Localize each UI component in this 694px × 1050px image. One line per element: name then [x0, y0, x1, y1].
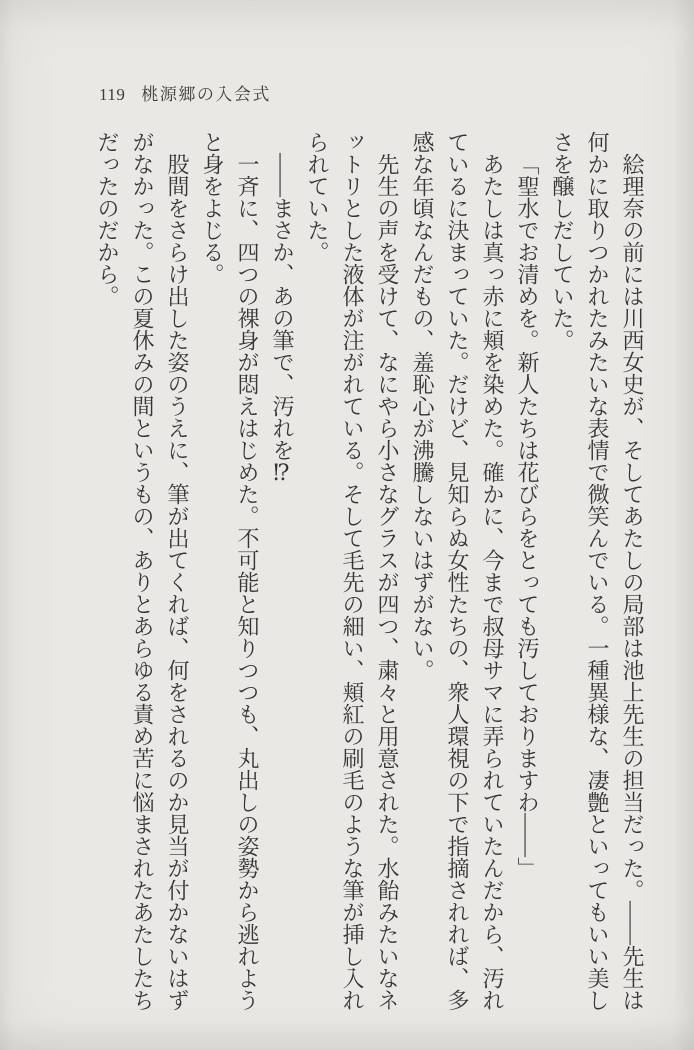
paragraph-1: 絵理奈の前には川西女史が、そしてあたしの局部は池上先生の担当だった。——先生は何かに取りつかれたみたいな表情で微笑んでいる。一種異様な、凄艶といってもいい美しさを醸しだしていた。 — [550, 131, 645, 1011]
paragraph-7: 股間をさらけ出した姿のうえに、筆が出てくれば、何をされるのか見当が付かないはずがなかった。この夏休みの間というもの、ありとあらゆる責め苦に悩まされたあたしたちだったのだから。 — [95, 131, 190, 1011]
paragraph-5: ——まさか、あの筆で、汚れを⁉ — [270, 153, 295, 486]
page-number: 119 — [99, 85, 126, 104]
running-header — [99, 80, 271, 105]
paragraph-2: 「聖水でお清めを。新人たちは花びらをとっても汚しておりますわ——」 — [515, 153, 540, 879]
paragraph-4: 先生の声を受けて、なにやら小さなグラスが四つ、粛々と用意された。水飴みたいなネットリとした液体が注がれている。そして毛先の細い、頬紅の刷毛のような筆が挿し入れられていた。 — [305, 131, 400, 1011]
body-text — [90, 131, 650, 1015]
chapter-title: 桃源郷の入会式 — [141, 85, 271, 104]
paragraph-6: 一斉に、四つの裸身が悶えはじめた。不可能と知りつつも、丸出しの姿勢から逃れようと身をよじる。 — [200, 131, 260, 1011]
paragraph-3: あたしは真っ赤に頬を染めた。確かに、今まで叔母サマに弄られていたんだから、汚れているに決まっていた。だけど、見知らぬ女性たちの、衆人環視の下で指摘されれば、多感な年頃なんだもの、羞恥心が沸騰しないはずがない。 — [410, 131, 505, 1011]
